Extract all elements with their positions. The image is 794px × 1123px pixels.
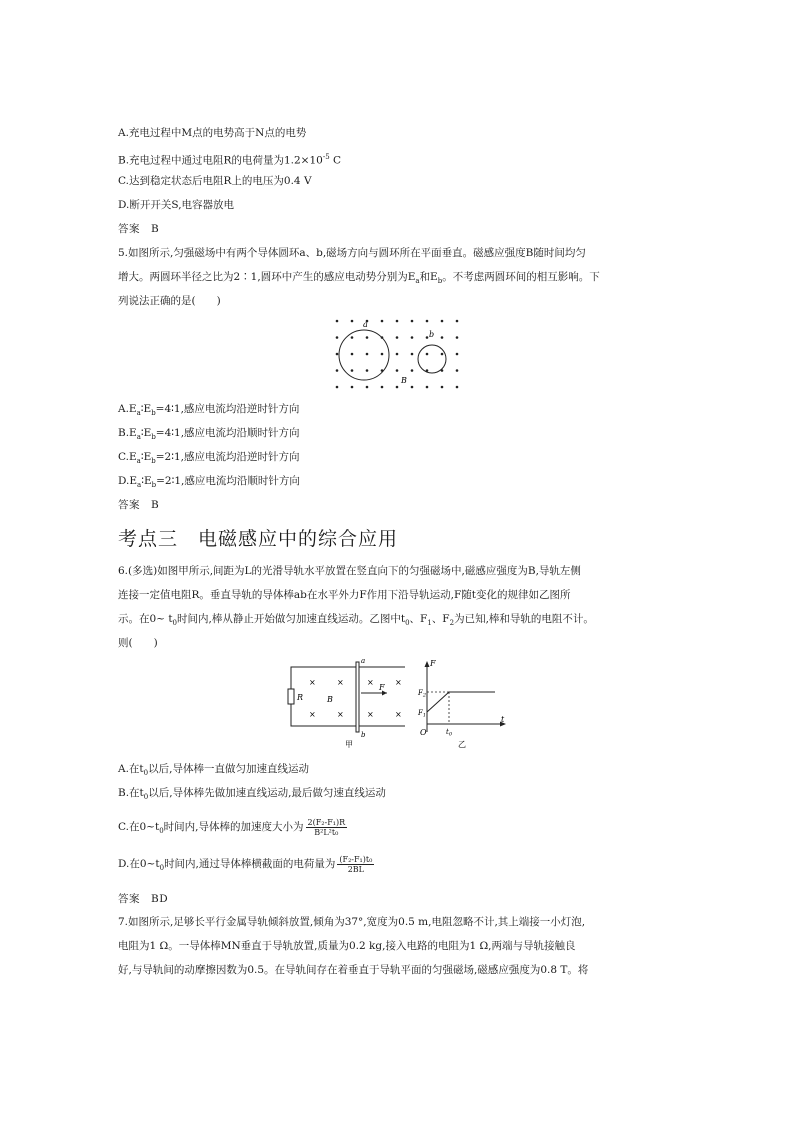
field-dot: [396, 369, 399, 372]
q5-option: $A.E_a∶E_b=4∶1$,感应电流均沿逆时针方向: [118, 403, 300, 418]
q5-stem-line2: 增大。两圆环半径之比为2∶1,圆环中产生的感应电动势分别为$E_a$和$E_b$。不考虑两圆环间的相互影响。下: [118, 271, 600, 286]
field-dot: [396, 320, 399, 323]
q6-figure-jia: [285, 658, 410, 748]
field-dot: [366, 386, 369, 389]
field-dot: [411, 386, 414, 389]
svg-text:×: ×: [337, 678, 344, 687]
q4-option-d: D.断开开关S,电容器放电: [118, 199, 235, 211]
svg-text:×: ×: [395, 678, 402, 687]
field-dot: [351, 369, 354, 372]
field-dot: [336, 320, 339, 323]
q4-option-a: A.充电过程中M点的电势高于N点的电势: [118, 127, 307, 139]
caption-yi: 乙: [458, 740, 466, 749]
section-heading: 考点三 电磁感应中的综合应用: [118, 528, 399, 550]
field-dot: [456, 386, 459, 389]
field-dot: [336, 386, 339, 389]
q6-option-d-fraction: $\frac{\text{(F₂-F₁)t₀}}{2BL}$: [339, 854, 373, 874]
conductor-rod-ab: [356, 662, 359, 732]
q6-stem-line1: 6.(多选)如图甲所示,间距为L的光滑导轨水平放置在竖直向下的匀强磁场中,磁感应强度为B,导轨左侧: [118, 565, 581, 577]
field-dot: [426, 353, 429, 356]
label-t0: $t_0$: [446, 728, 453, 738]
field-crosses: [309, 678, 402, 719]
q4-answer: 答案 B: [118, 223, 160, 235]
field-dot: [396, 336, 399, 339]
label-origin: O: [420, 728, 427, 737]
svg-text:×: ×: [309, 678, 316, 687]
field-dot: [441, 320, 444, 323]
label-a: a: [361, 657, 366, 665]
label-r: R: [297, 693, 304, 702]
svg-text:×: ×: [309, 710, 316, 719]
q5-option: $B.E_a∶E_b=4∶1$,感应电流均沿顺时针方向: [118, 427, 300, 442]
svg-text:×: ×: [367, 710, 374, 719]
q7-stem-line3: 好,与导轨间的动摩擦因数为0.5。在导轨间存在着垂直于导轨平面的匀强磁场,磁感应强度为0.8 T。将: [118, 964, 589, 976]
field-dot: [456, 353, 459, 356]
ring-a-label: a: [363, 320, 368, 329]
field-dot: [411, 336, 414, 339]
field-dot: [411, 353, 414, 356]
field-dot: [381, 320, 384, 323]
q5-stem-line3: 列说法正确的是( ): [118, 295, 221, 307]
field-dot: [426, 336, 429, 339]
q7-stem-line1: 7.如图所示,足够长平行金属导轨倾斜放置,倾角为37°,宽度为0.5 m,电阻忽略不计,其上端接一小灯泡,: [118, 916, 586, 928]
field-dot: [336, 369, 339, 372]
svg-text:×: ×: [395, 710, 402, 719]
field-dot: [411, 369, 414, 372]
q6-answer: 答案 BD: [118, 893, 169, 905]
field-dot: [456, 369, 459, 372]
label-f1: $F_1$: [418, 709, 427, 719]
q5-stem-line1: 5.如图所示,匀强磁场中有两个导体圆环a、b,磁场方向与圆环所在平面垂直。磁感应强度B随时间均匀: [118, 247, 586, 259]
label-b: b: [361, 731, 366, 739]
q5-figure: [330, 314, 460, 394]
field-dot: [351, 320, 354, 323]
field-dot: [366, 336, 369, 339]
field-dot: [411, 320, 414, 323]
q6-option-a: A.在$t_0$以后,导体棒一直做匀加速直线运动: [118, 763, 309, 778]
field-dot: [336, 353, 339, 356]
field-dot: [441, 336, 444, 339]
f-t-graph-line: [427, 692, 495, 712]
label-f-axis: F: [430, 659, 436, 668]
q6-option-c: C.在$0\sim t_0$时间内,导体棒的加速度大小为 $\frac{\text{2(F₂-F₁)R}}{\text{B²L²t₀}}$: [118, 817, 346, 837]
label-f2: $F_2$: [418, 689, 427, 699]
field-dot: [366, 369, 369, 372]
label-t-axis: t: [501, 715, 505, 724]
resistor-r: [288, 689, 294, 704]
q5-option: $D.E_a∶E_b=2∶1$,感应电流均沿顺时针方向: [118, 475, 300, 490]
field-dot: [441, 386, 444, 389]
field-dot: [396, 386, 399, 389]
q4-option-c: C.达到稳定状态后电阻R上的电压为0.4 V: [118, 175, 312, 187]
ring-b-label: b: [429, 330, 435, 339]
field-dot: [351, 336, 354, 339]
field-dot: [381, 386, 384, 389]
field-dot: [336, 336, 339, 339]
q6-stem-line2: 连接一定值电阻R。垂直导轨的导体棒ab在水平外力F作用下沿导轨运动,F随t变化的规律如乙图所: [118, 589, 571, 601]
q6-figure-yi: [415, 658, 515, 748]
field-dot: [456, 320, 459, 323]
field-dot: [441, 353, 444, 356]
q5-answer: 答案 B: [118, 499, 160, 511]
field-dot: [351, 386, 354, 389]
q6-stem-line3: 示。在0~ $t_0$时间内,棒从静止开始做匀加速直线运动。乙图中$t_0$、$F_1$、$F_2$为已知,棒和导轨的电阻不计。: [118, 613, 594, 628]
field-b-label: B: [401, 376, 407, 385]
q5-option: $C.E_a∶E_b=2∶1$,感应电流均沿逆时针方向: [118, 451, 300, 466]
q7-stem-line2: 电阻为1 Ω。一导体棒MN垂直于导轨放置,质量为0.2 kg,接入电路的电阻为1 Ω,两端与导轨接触良: [118, 940, 576, 952]
caption-jia: 甲: [345, 740, 353, 749]
svg-text:×: ×: [367, 678, 374, 687]
field-dot: [351, 353, 354, 356]
field-dot: [426, 386, 429, 389]
field-dot: [456, 336, 459, 339]
q6-stem-line4: 则( ): [118, 637, 158, 649]
svg-text:×: ×: [337, 710, 344, 719]
q4-option-b: B.充电过程中通过电阻R的电荷量为$1.2\times 10^{-5}$ C: [118, 153, 342, 167]
field-dot: [366, 353, 369, 356]
ring-b: [418, 345, 446, 373]
field-dot: [381, 353, 384, 356]
field-dot: [426, 320, 429, 323]
q6-option-d: D.在$0\sim t_0$时间内,通过导体棒横截面的电荷量为 $\frac{\text{(F₂-F₁)t₀}}{2BL}$: [118, 854, 373, 874]
q6-option-c-fraction: $\frac{\text{2(F₂-F₁)R}}{\text{B²L²t₀}}$: [307, 817, 346, 837]
q6-option-b: B.在$t_0$以后,导体棒先做加速直线运动,最后做匀速直线运动: [118, 787, 386, 802]
label-f: F: [379, 683, 385, 692]
field-dot: [396, 353, 399, 356]
label-b-field: B: [327, 695, 333, 704]
